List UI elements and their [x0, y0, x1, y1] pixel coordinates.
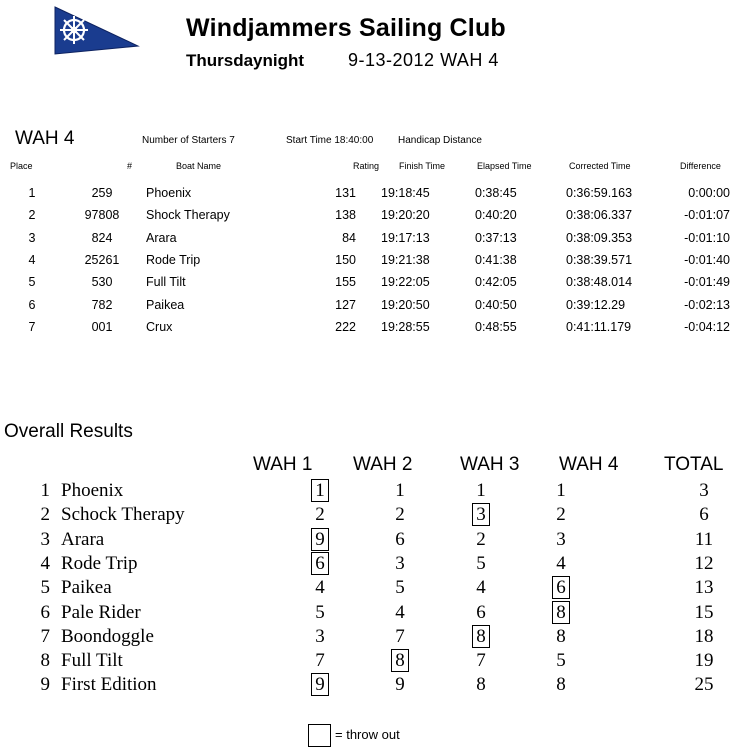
overall-total: 15 [694, 601, 714, 623]
race-cell-corrected-time: 0:36:59.163 [566, 186, 633, 200]
score-value: 2 [476, 528, 486, 550]
overall-header-wah4: WAH 4 [559, 454, 619, 475]
overall-score-wah1 [300, 674, 340, 696]
score-value: 7 [476, 650, 486, 672]
race-cell-elapsed-time: 0:41:38 [475, 252, 517, 267]
overall-results-title: Overall Results [4, 421, 133, 442]
overall-score-wah4 [541, 529, 581, 551]
race-cell-finish-time: 19:28:55 [381, 319, 430, 334]
race-name: WAH 4 [15, 128, 75, 149]
race-cell-elapsed-time: 0:38:45 [475, 186, 517, 200]
score-value: 2 [395, 504, 405, 526]
overall-total: 12 [694, 552, 714, 574]
col-header-place: Place [10, 161, 33, 171]
overall-score-wah2 [380, 577, 420, 599]
race-cell-finish-time: 19:20:50 [381, 297, 430, 312]
overall-total: 25 [694, 674, 714, 696]
overall-score-wah1 [300, 602, 340, 624]
score-value: 3 [315, 625, 325, 647]
race-cell-place: 4 [28, 252, 36, 267]
score-value: 1 [556, 480, 566, 501]
race-cell-finish-time: 19:22:05 [381, 275, 430, 290]
overall-header-total: TOTAL [664, 454, 724, 475]
overall-score-wah2 [380, 529, 420, 551]
score-value: 2 [315, 504, 325, 526]
overall-score-wah2 [380, 553, 420, 575]
race-cell-elapsed-time: 0:42:05 [475, 275, 517, 290]
starters-count: Number of Starters 7 [142, 135, 235, 146]
overall-boat-name: Arara [61, 528, 105, 550]
throwout-score: 1 [311, 479, 329, 502]
overall-score-wah2 [380, 650, 420, 672]
race-cell-corrected-time: 0:38:09.353 [566, 230, 633, 245]
score-value: 8 [476, 674, 486, 696]
overall-boat-name: Pale Rider [61, 601, 141, 623]
race-cell-difference: -0:02:13 [684, 297, 730, 312]
overall-total: 3 [699, 480, 709, 501]
overall-score-wah2 [380, 626, 420, 648]
race-cell-boat-name: Phoenix [146, 186, 192, 200]
race-cell-boat-name: Shock Therapy [146, 208, 230, 223]
race-cell-finish-time: 19:21:38 [381, 252, 430, 267]
throwout-score: 3 [472, 503, 490, 526]
overall-boat-name: Boondoggle [61, 625, 154, 647]
score-value: 5 [556, 650, 566, 672]
overall-header-wah3: WAH 3 [460, 454, 520, 475]
race-cell-difference: -0:01:49 [684, 275, 730, 290]
race-cell-corrected-time: 0:41:11.179 [566, 319, 632, 334]
race-cell-corrected-time: 0:39:12.29 [566, 297, 626, 312]
throwout-score: 9 [311, 673, 329, 696]
score-value: 1 [476, 480, 486, 501]
overall-place: 9 [40, 674, 50, 696]
overall-boat-name: First Edition [61, 674, 157, 696]
race-cell-rating: 84 [342, 230, 356, 245]
overall-boat-name: Rode Trip [61, 552, 138, 574]
throwout-score: 6 [311, 552, 329, 575]
overall-boat-name: Paikea [61, 577, 112, 599]
race-cell-boat-name: Crux [146, 319, 173, 334]
throwout-score: 8 [552, 601, 570, 624]
race-cell-difference: -0:01:07 [684, 208, 730, 223]
series-name: Thursdaynight [186, 51, 305, 70]
throwout-score: 9 [311, 528, 329, 551]
overall-header-wah1: WAH 1 [253, 454, 313, 475]
overall-score-wah3 [461, 577, 501, 599]
race-cell-difference: 0:00:00 [688, 186, 730, 200]
race-cell-place: 2 [28, 208, 36, 223]
race-cell-sail-number: 001 [91, 319, 113, 334]
race-cell-rating: 222 [335, 319, 356, 334]
race-cell-finish-time: 19:17:13 [381, 230, 430, 245]
col-header-number: # [127, 161, 133, 171]
race-cell-finish-time: 19:18:45 [381, 186, 430, 200]
overall-place: 4 [40, 552, 50, 574]
overall-place: 3 [40, 528, 50, 550]
col-header-finish: Finish Time [399, 161, 446, 171]
race-cell-place: 6 [28, 297, 36, 312]
col-header-boat: Boat Name [176, 161, 222, 171]
score-value: 9 [395, 674, 405, 696]
score-value: 4 [315, 577, 325, 599]
race-cell-sail-number: 259 [91, 186, 113, 200]
race-cell-difference: -0:01:10 [684, 230, 730, 245]
race-cell-difference: -0:04:12 [684, 319, 730, 334]
overall-total: 13 [694, 577, 714, 599]
overall-score-wah3 [461, 529, 501, 551]
overall-score-wah2 [380, 504, 420, 526]
overall-score-wah1 [300, 504, 340, 526]
overall-boat-name: Schock Therapy [61, 504, 185, 526]
overall-score-wah4 [541, 553, 581, 575]
race-cell-rating: 155 [335, 275, 356, 290]
race-cell-corrected-time: 0:38:39.571 [566, 252, 633, 267]
race-cell-boat-name: Full Tilt [146, 275, 186, 290]
score-value: 3 [556, 528, 566, 550]
race-cell-place: 7 [28, 319, 36, 334]
race-cell-sail-number: 782 [91, 297, 113, 312]
race-cell-elapsed-time: 0:48:55 [475, 319, 517, 334]
race-cell-place: 3 [28, 230, 36, 245]
col-header-corrected: Corrected Time [569, 161, 631, 171]
score-value: 8 [556, 625, 566, 647]
race-cell-rating: 131 [335, 186, 356, 200]
overall-place: 2 [40, 504, 50, 526]
overall-boat-name: Phoenix [61, 480, 124, 501]
overall-total: 18 [694, 625, 714, 647]
overall-score-wah3 [461, 626, 501, 648]
col-header-difference: Difference [680, 161, 721, 171]
throwout-score: 8 [472, 625, 490, 648]
race-cell-corrected-time: 0:38:48.014 [566, 275, 633, 290]
throwout-score: 6 [552, 576, 570, 599]
race-cell-sail-number: 25261 [84, 252, 120, 267]
overall-total: 6 [699, 504, 709, 526]
overall-score-wah3 [461, 480, 501, 502]
score-value: 4 [556, 552, 566, 574]
col-header-elapsed: Elapsed Time [477, 161, 532, 171]
race-cell-rating: 138 [335, 208, 356, 223]
race-cell-boat-name: Rode Trip [146, 252, 201, 267]
overall-place: 6 [40, 601, 50, 623]
race-cell-rating: 150 [335, 252, 356, 267]
race-date: 9-13-2012 WAH 4 [348, 50, 499, 70]
score-value: 4 [476, 577, 486, 599]
race-cell-difference: -0:01:40 [684, 252, 730, 267]
overall-place: 7 [40, 625, 50, 647]
throwout-score: 8 [391, 649, 409, 672]
score-value: 5 [395, 577, 405, 599]
overall-score-wah3 [461, 504, 501, 526]
race-cell-finish-time: 19:20:20 [381, 208, 430, 223]
overall-score-wah4 [541, 504, 581, 526]
overall-score-wah4 [541, 577, 581, 599]
overall-score-wah4 [541, 480, 581, 502]
overall-score-wah1 [300, 480, 340, 502]
score-value: 4 [395, 601, 405, 623]
overall-score-wah1 [300, 650, 340, 672]
overall-score-wah3 [461, 650, 501, 672]
overall-header-wah2: WAH 2 [353, 454, 413, 475]
race-cell-place: 1 [28, 186, 36, 200]
race-cell-sail-number: 824 [91, 230, 113, 245]
overall-score-wah3 [461, 674, 501, 696]
club-name: Windjammers Sailing Club [186, 14, 506, 42]
race-cell-elapsed-time: 0:37:13 [475, 230, 517, 245]
overall-place: 5 [40, 577, 50, 599]
throwout-legend-box [308, 724, 331, 747]
overall-score-wah4 [541, 674, 581, 696]
start-time: Start Time 18:40:00 [286, 135, 374, 146]
overall-place: 1 [40, 480, 50, 501]
score-value: 7 [395, 625, 405, 647]
overall-score-wah1 [300, 577, 340, 599]
throwout-legend-text: = throw out [335, 727, 400, 742]
score-value: 6 [476, 601, 486, 623]
race-cell-sail-number: 530 [91, 275, 113, 290]
score-value: 5 [476, 552, 486, 574]
overall-score-wah2 [380, 602, 420, 624]
race-cell-boat-name: Paikea [146, 297, 185, 312]
race-cell-sail-number: 97808 [84, 208, 120, 223]
overall-boat-name: Full Tilt [61, 650, 123, 672]
overall-total: 11 [694, 528, 714, 550]
race-cell-boat-name: Arara [146, 230, 177, 245]
score-value: 5 [315, 601, 325, 623]
overall-score-wah4 [541, 650, 581, 672]
overall-score-wah4 [541, 626, 581, 648]
score-value: 6 [395, 528, 405, 550]
race-cell-elapsed-time: 0:40:50 [475, 297, 517, 312]
overall-score-wah2 [380, 480, 420, 502]
overall-score-wah4 [541, 602, 581, 624]
race-cell-rating: 127 [335, 297, 356, 312]
col-header-rating: Rating [353, 161, 380, 171]
race-cell-elapsed-time: 0:40:20 [475, 208, 517, 223]
club-burgee-flag-icon [52, 4, 140, 56]
score-value: 2 [556, 504, 566, 526]
handicap-label: Handicap Distance [398, 135, 482, 146]
overall-place: 8 [40, 650, 50, 672]
race-cell-place: 5 [28, 275, 36, 290]
overall-total: 19 [694, 650, 714, 672]
race-cell-corrected-time: 0:38:06.337 [566, 208, 633, 223]
overall-score-wah1 [300, 553, 340, 575]
overall-score-wah1 [300, 626, 340, 648]
score-value: 3 [395, 552, 405, 574]
overall-score-wah3 [461, 602, 501, 624]
score-value: 8 [556, 674, 566, 696]
score-value: 7 [315, 650, 325, 672]
overall-score-wah2 [380, 674, 420, 696]
overall-score-wah1 [300, 529, 340, 551]
score-value: 1 [395, 480, 405, 501]
overall-score-wah3 [461, 553, 501, 575]
